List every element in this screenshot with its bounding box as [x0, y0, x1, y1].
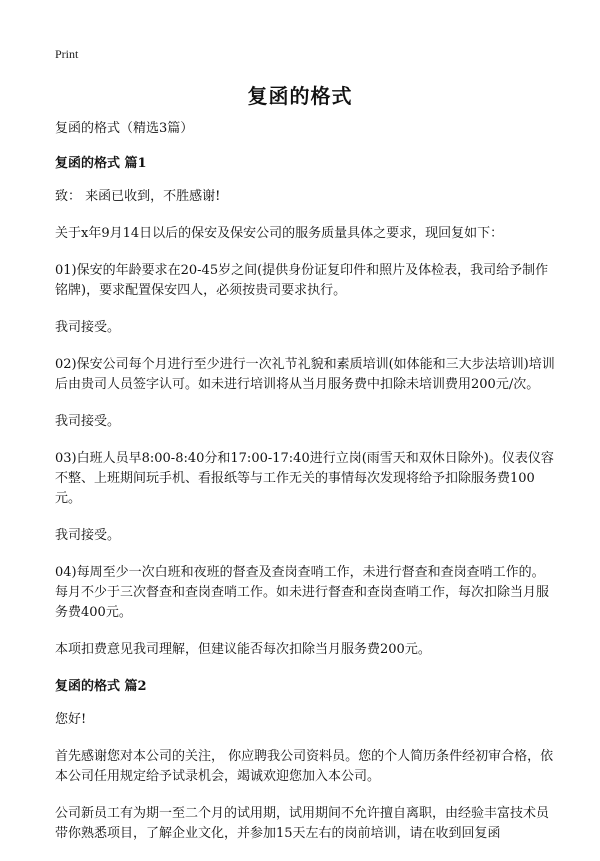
document-body — [55, 119, 555, 861]
paragraph: 我司接受。 — [55, 414, 121, 429]
paragraph: 03)白班人员早8:00-8:40分和17:00-17:40进行立岗(雨雪天和双休日除外)。仪表仪容不整、上班期间玩手机、看报纸等与工作无关的事情每次发现将给予扣除服务费100元。 — [55, 451, 554, 506]
paragraph: 我司接受。 — [55, 528, 121, 543]
section-1-heading: 复函的格式 篇1 — [55, 156, 147, 171]
document-subtitle: 复函的格式（精选3篇） — [55, 121, 194, 136]
print-link[interactable]: Print — [55, 47, 79, 61]
paragraph: 关于x年9月14日以后的保安及保安公司的服务质量具体之要求，现回复如下： — [55, 226, 504, 241]
section-2-heading: 复函的格式 篇2 — [55, 679, 147, 694]
paragraph: 01)保安的年龄要求在20-45岁之间(提供身份证复印件和照片及体检表，我司给予制作铭牌)，要求配置保安四人，必须按贵司要求执行。 — [55, 263, 549, 298]
paragraph: 首先感谢您对本公司的关注， 你应聘我公司资料员。您的个人简历条件经初审合格，依本公司任用规定给予试录机会，竭诚欢迎您加入本公司。 — [55, 749, 554, 784]
page-title: 复函的格式 — [247, 84, 353, 108]
paragraph: 您好! — [55, 712, 87, 727]
paragraph: 我司接受。 — [55, 320, 121, 335]
paragraph: 公司新员工有为期一至二个月的试用期，试用期间不允许擅自离职，由经验丰富技术员带你熟悉项目，了解企业文化，并参加15天左右的岗前培训，请在收到回复函 — [55, 806, 550, 841]
paragraph: 04)每周至少一次白班和夜班的督查及查岗查哨工作，未进行督查和查岗查哨工作的。每月不少于三次督查和查岗查哨工作。如未进行督查和查岗查哨工作，每次扣除当月服务费400元。 — [55, 565, 550, 620]
paragraph: 致： 来函已收到，不胜感谢! — [55, 189, 221, 204]
paragraph: 本项扣费意见我司理解，但建议能否每次扣除当月服务费200元。 — [55, 642, 431, 657]
paragraph: 02)保安公司每个月进行至少进行一次礼节礼貌和素质培训(如体能和三大步法培训)培训后由贵司人员签字认可。如未进行培训将从当月服务费中扣除未培训费用200元/次。 — [55, 357, 555, 392]
